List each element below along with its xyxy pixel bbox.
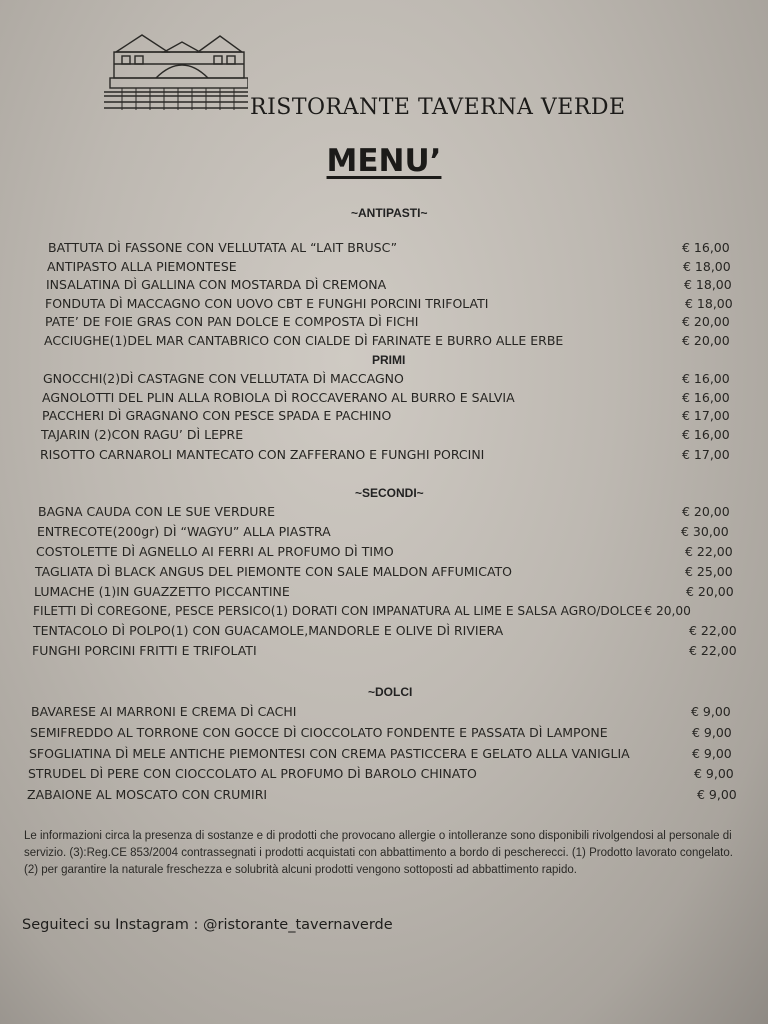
- item-price: € 9,00: [697, 787, 737, 802]
- item-price: € 25,00: [685, 564, 733, 579]
- item-price: € 18,00: [683, 259, 731, 274]
- item-price: € 16,00: [682, 390, 730, 405]
- item-price: € 18,00: [685, 296, 733, 311]
- item-price: € 16,00: [682, 240, 730, 255]
- item-name: PATE’ DE FOIE GRAS CON PAN DOLCE E COMPOSTA DÌ FICHI: [45, 314, 419, 329]
- item-price: € 16,00: [682, 371, 730, 386]
- item-price: € 22,00: [689, 623, 737, 638]
- item-price: € 20,00: [682, 333, 730, 348]
- item-price: € 9,00: [694, 766, 734, 781]
- item-name: TAJARIN (2)CON RAGU’ DÌ LEPRE: [41, 427, 244, 442]
- allergen-note: Le informazioni circa la presenza di sostanze e di prodotti che provocano allergie o intolleranze sono disponibili rivolgendosi al personale di servizio. (3):Reg.CE 853/2004 contrassegnati i prodotti acquistati con abbattimento a bordo di pescherecci. (1) Prodotto lavorato congelato. (2) per garantire la naturale freschezza e solubrità alcuni prodotti vengono sottoposti ad abbattimento rapido.: [24, 830, 733, 876]
- item-name: STRUDEL DÌ PERE CON CIOCCOLATO AL PROFUMO DÌ BAROLO CHINATO: [28, 766, 477, 781]
- item-name: TAGLIATA DÌ BLACK ANGUS DEL PIEMONTE CON SALE MALDON AFFUMICATO: [35, 564, 513, 579]
- item-name: SFOGLIATINA DÌ MELE ANTICHE PIEMONTESI CON CREMA PASTICCERA E GELATO ALLA VANIGLIA: [29, 746, 630, 761]
- section-title-secondi: ~SECONDI~: [355, 486, 424, 500]
- item-name: BATTUTA DÌ FASSONE CON VELLUTATA AL “LAIT BRUSC”: [48, 240, 398, 255]
- item-name: LUMACHE (1)IN GUAZZETTO PICCANTINE: [34, 584, 290, 599]
- item-name: ENTRECOTE(200gr) DÌ “WAGYU” ALLA PIASTRA: [37, 524, 331, 539]
- item-name: TENTACOLO DÌ POLPO(1) CON GUACAMOLE,MANDORLE E OLIVE DÌ RIVIERA: [33, 623, 504, 638]
- item-price: € 20,00: [682, 314, 730, 329]
- item-price: € 22,00: [685, 544, 733, 559]
- item-price: € 16,00: [682, 427, 730, 442]
- item-name: COSTOLETTE DÌ AGNELLO AI FERRI AL PROFUMO DÌ TIMO: [36, 544, 394, 559]
- item-price: € 20,00: [682, 504, 730, 519]
- item-price: € 9,00: [691, 704, 731, 719]
- item-price: € 17,00: [682, 408, 730, 423]
- item-price: € 30,00: [681, 524, 729, 539]
- instagram-handle: Seguiteci su Instagram : @ristorante_tavernaverde: [22, 917, 393, 933]
- item-price: € 22,00: [689, 643, 737, 658]
- item-name: BAGNA CAUDA CON LE SUE VERDURE: [38, 504, 275, 519]
- building-icon: [102, 30, 248, 116]
- item-name: FILETTI DÌ COREGONE, PESCE PERSICO(1) DORATI CON IMPANATURA AL LIME E SALSA AGRO/DOLCE: [33, 604, 643, 618]
- item-name: PACCHERI DÌ GRAGNANO CON PESCE SPADA E PACHINO: [42, 408, 392, 423]
- item-name: INSALATINA DÌ GALLINA CON MOSTARDA DÌ CREMONA: [46, 277, 387, 292]
- item-price: € 9,00: [692, 746, 732, 761]
- item-price: € 18,00: [684, 277, 732, 292]
- item-name: AGNOLOTTI DEL PLIN ALLA ROBIOLA DÌ ROCCAVERANO AL BURRO E SALVIA: [42, 390, 515, 405]
- item-price: € 20,00: [686, 584, 734, 599]
- item-name: RISOTTO CARNAROLI MANTECATO CON ZAFFERANO E FUNGHI PORCINI: [40, 447, 485, 462]
- section-title-dolci: ~DOLCI: [368, 685, 413, 699]
- item-name: ACCIUGHE(1)DEL MAR CANTABRICO CON CIALDE DÌ FARINATE E BURRO ALLE ERBE: [44, 333, 564, 348]
- menu-item: [33, 604, 746, 618]
- item-price: € 20,00: [644, 604, 691, 618]
- restaurant-name: RISTORANTE TAVERNA VERDE: [250, 95, 626, 120]
- item-name: ANTIPASTO ALLA PIEMONTESE: [47, 259, 237, 274]
- menu-title: MENU’: [326, 143, 442, 179]
- section-title-primi: PRIMI: [372, 353, 406, 367]
- item-name: FONDUTA DÌ MACCAGNO CON UOVO CBT E FUNGHI PORCINI TRIFOLATI: [45, 296, 489, 311]
- item-name: GNOCCHI(2)DÌ CASTAGNE CON VELLUTATA DÌ MACCAGNO: [43, 371, 404, 386]
- item-name: FUNGHI PORCINI FRITTI E TRIFOLATI: [32, 643, 257, 658]
- item-name: SEMIFREDDO AL TORRONE CON GOCCE DÌ CIOCCOLATO FONDENTE E PASSATA DÌ LAMPONE: [30, 725, 608, 740]
- item-price: € 17,00: [682, 447, 730, 462]
- item-name: ZABAIONE AL MOSCATO CON CRUMIRI: [27, 787, 268, 802]
- item-name: BAVARESE AI MARRONI E CREMA DÌ CACHI: [31, 704, 297, 719]
- item-price: € 9,00: [692, 725, 732, 740]
- section-title-antipasti: ~ANTIPASTI~: [351, 206, 428, 220]
